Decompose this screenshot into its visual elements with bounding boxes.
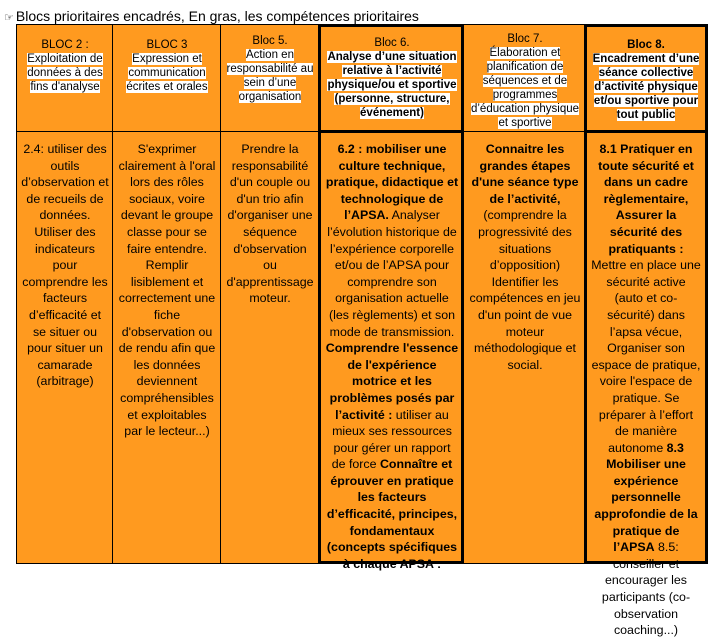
row-divider bbox=[16, 131, 708, 132]
body-bloc-8 bbox=[588, 134, 704, 638]
header-key: BLOC 2 : bbox=[41, 39, 89, 51]
competence-text: 8.5: encourager les participants (co-observation coaching...) bbox=[601, 540, 691, 638]
competence-text: Prendre la responsabilité d'un couple ou d'un trio afin d'organiser une séquence d'observation ou d'apprentissage moteur. bbox=[226, 142, 314, 306]
competence-text: utiliser au mieux ses ressources pour gérer un rapport de force bbox=[331, 407, 452, 472]
header-key: Bloc 7. bbox=[507, 33, 543, 45]
pointing-hand-icon: ☞ bbox=[4, 12, 14, 24]
header-key: Bloc 6. bbox=[374, 37, 410, 49]
grid-border-bottom bbox=[16, 563, 708, 564]
competence-bold-text: Comprendre l'essence de l'expérience motrice et les problèmes posés par l’activité : bbox=[325, 341, 459, 422]
header-title: Expression et communication écrites et orales bbox=[126, 53, 208, 93]
body-bloc-6 bbox=[322, 134, 462, 560]
grid-border-top bbox=[16, 24, 708, 25]
body-bloc-3 bbox=[114, 134, 220, 562]
column-divider bbox=[220, 24, 221, 564]
body-bloc-7 bbox=[465, 134, 585, 562]
competence-text: S'exprimer clairement à l'oral lors des rôles sociaux, voire devant le groupe classe pour se faire entendre. Remplir lisiblement et correctement une fiche d'observation ou de rendu afin que les données deviennent compréhensibles et exploitables par le lecteur...) bbox=[118, 142, 216, 439]
competence-bold-text: 8.1 Pratiquer en toute sécurité et dans un cadre règlementaire, Assurer la sécurité des pratiquants : bbox=[598, 142, 694, 256]
header-key: Bloc 8. bbox=[627, 39, 665, 51]
caption-text: Blocs prioritaires encadrés, En gras, les compétences prioritaires bbox=[15, 8, 419, 24]
competence-text: (comprendre la progressivité des situations d’opposition) Identifier les compétences en jeu d'un point de vue moteur méthodologique et social. bbox=[469, 208, 581, 372]
header-bloc-8 bbox=[588, 28, 704, 128]
competence-text: Mettre en place une sécurité active (auto et co-sécurité) dans l’apsa vécue, Organiser son espace de pratique, voire l'espace de pratique. Se préparer à l’effort de manière autonome bbox=[591, 258, 701, 455]
body-bloc-2 bbox=[18, 134, 112, 562]
competence-text: Analyser l’évolution historique de l’expérience corporelle et/ou de l’APSA pour comprendre son organisation actuelle (les règlements) et son mode de transmission. bbox=[327, 208, 457, 339]
header-bloc-3 bbox=[114, 26, 220, 130]
header-bloc-6 bbox=[322, 28, 462, 128]
header-title: Élaboration et planification de séquences et de programmes d’éducation physique et sportive bbox=[470, 47, 580, 129]
grid-border-right bbox=[707, 24, 708, 564]
competence-bold-text: Connaitre les grandes étapes d'une séance type de l’activité, bbox=[471, 142, 579, 206]
header-title: Analyse d’une situation relative à l’activité physique/ou et sportive (personne, structure, événement) bbox=[327, 51, 457, 119]
competence-bold-text: Connaître et éprouver en pratique les facteurs d’efficacité, principes, fondamentaux (concepts spécifiques bbox=[326, 457, 458, 555]
header-title: Encadrement d’une séance collective d’activité physique et/ou sportive pour tout public bbox=[592, 53, 700, 121]
header-bloc-7 bbox=[465, 26, 585, 130]
body-bloc-5 bbox=[222, 134, 318, 562]
competence-text: 2.4: utiliser des outils d’observation et de recueils de données. Utiliser des indicateurs pour comprendre les facteurs d’efficacité et se situer ou pour situer un camarade (arbitrage) bbox=[21, 142, 109, 389]
column-divider bbox=[112, 24, 113, 564]
competence-bold-text: 8.3 Mobiliser une expérience personnelle approfondie de la pratique de l’APSA bbox=[594, 440, 698, 555]
column-divider bbox=[463, 24, 464, 564]
competence-table bbox=[16, 24, 708, 638]
grid-border-left bbox=[16, 24, 17, 564]
header-bloc-2 bbox=[18, 26, 112, 130]
header-key: BLOC 3 bbox=[146, 39, 188, 51]
header-key: Bloc 5. bbox=[252, 35, 288, 47]
header-bloc-5 bbox=[222, 26, 318, 130]
competence-bold-text: 6.2 : mobiliser une culture technique, pratique, didactique et technologique de l’APSA. bbox=[325, 142, 459, 223]
header-title: Exploitation de données à des fins d'analyse bbox=[27, 53, 103, 93]
header-title: Action en responsabilité au sein d’une organisation bbox=[226, 49, 314, 103]
